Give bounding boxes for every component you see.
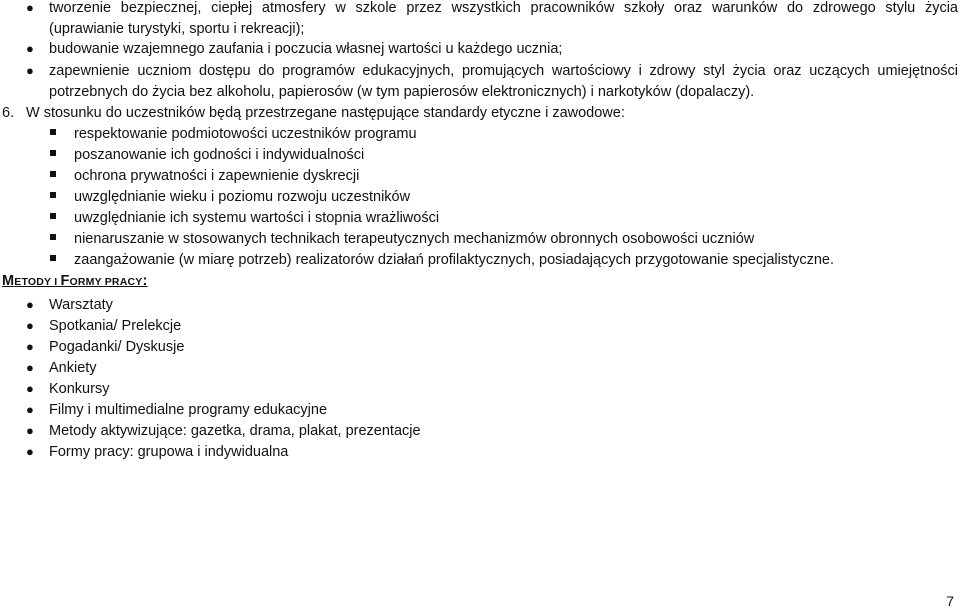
list-item-text: (uprawianie turystyki, sportu i rekreacji);: [49, 21, 305, 37]
standard-item: uwzględnianie wieku i poziomu rozwoju uczestników: [74, 189, 411, 205]
square-bullet-icon: [50, 129, 56, 135]
bullet-icon: ●: [26, 444, 34, 459]
list-item-text: zapewnienie uczniom dostępu do programów edukacyjnych, promujących wartościowy i zdrowy styl życia oraz uczących umiejętności: [49, 63, 958, 79]
list-item-text: potrzebnych do życia bez alkoholu, papierosów (w tym papierosów elektronicznych) i narkotyków (dopalaczy).: [49, 84, 755, 100]
list-item-text: budowanie wzajemnego zaufania i poczucia własnej wartości u każdego ucznia;: [49, 41, 563, 57]
standard-item: uwzględnianie ich systemu wartości i stopnia wrażliwości: [74, 210, 440, 226]
section-intro: W stosunku do uczestników będą przestrzegane następujące standardy etyczne i zawodowe:: [26, 105, 625, 121]
square-bullet-icon: [50, 192, 56, 198]
method-item: Filmy i multimedialne programy edukacyjne: [49, 402, 328, 418]
method-item: Metody aktywizujące: gazetka, drama, plakat, prezentacje: [49, 423, 421, 439]
square-bullet-icon: [50, 213, 56, 219]
method-item: Spotkania/ Prelekcje: [49, 318, 182, 334]
bullet-icon: ●: [26, 423, 34, 438]
list-item-text: tworzenie bezpiecznej, ciepłej atmosfery w szkole przez wszystkich pracowników szkoły oraz warunków do zdrowego stylu życia: [49, 0, 958, 16]
bullet-icon: ●: [26, 381, 34, 396]
section-number: 6.: [2, 105, 15, 121]
square-bullet-icon: [50, 255, 56, 261]
bullet-icon: ●: [26, 339, 34, 354]
bullet-icon: ●: [26, 297, 34, 312]
bullet-icon: ●: [26, 0, 34, 15]
square-bullet-icon: [50, 234, 56, 240]
square-bullet-icon: [50, 150, 56, 156]
bullet-icon: ●: [26, 360, 34, 375]
bullet-icon: ●: [26, 318, 34, 333]
square-bullet-icon: [50, 171, 56, 177]
standard-item: poszanowanie ich godności i indywidualności: [74, 147, 365, 163]
method-item: Ankiety: [49, 360, 97, 376]
page-number: 7: [946, 593, 954, 609]
method-item: Warsztaty: [49, 297, 113, 313]
standard-item: zaangażowanie (w miarę potrzeb) realizatorów działań profilaktycznych, posiadających przygotowanie specjalistyczne.: [74, 252, 835, 268]
bullet-icon: ●: [26, 41, 34, 56]
bullet-icon: ●: [26, 63, 34, 78]
methods-heading: METODY I FORMY PRACY:: [2, 273, 148, 289]
bullet-icon: ●: [26, 402, 34, 417]
method-item: Formy pracy: grupowa i indywidualna: [49, 444, 289, 460]
standard-item: respektowanie podmiotowości uczestników programu: [74, 126, 417, 142]
standard-item: ochrona prywatności i zapewnienie dyskrecji: [74, 168, 360, 184]
method-item: Pogadanki/ Dyskusje: [49, 339, 185, 355]
standard-item: nienaruszanie w stosowanych technikach terapeutycznych mechanizmów obronnych osobowości uczniów: [74, 231, 755, 247]
method-item: Konkursy: [49, 381, 110, 397]
